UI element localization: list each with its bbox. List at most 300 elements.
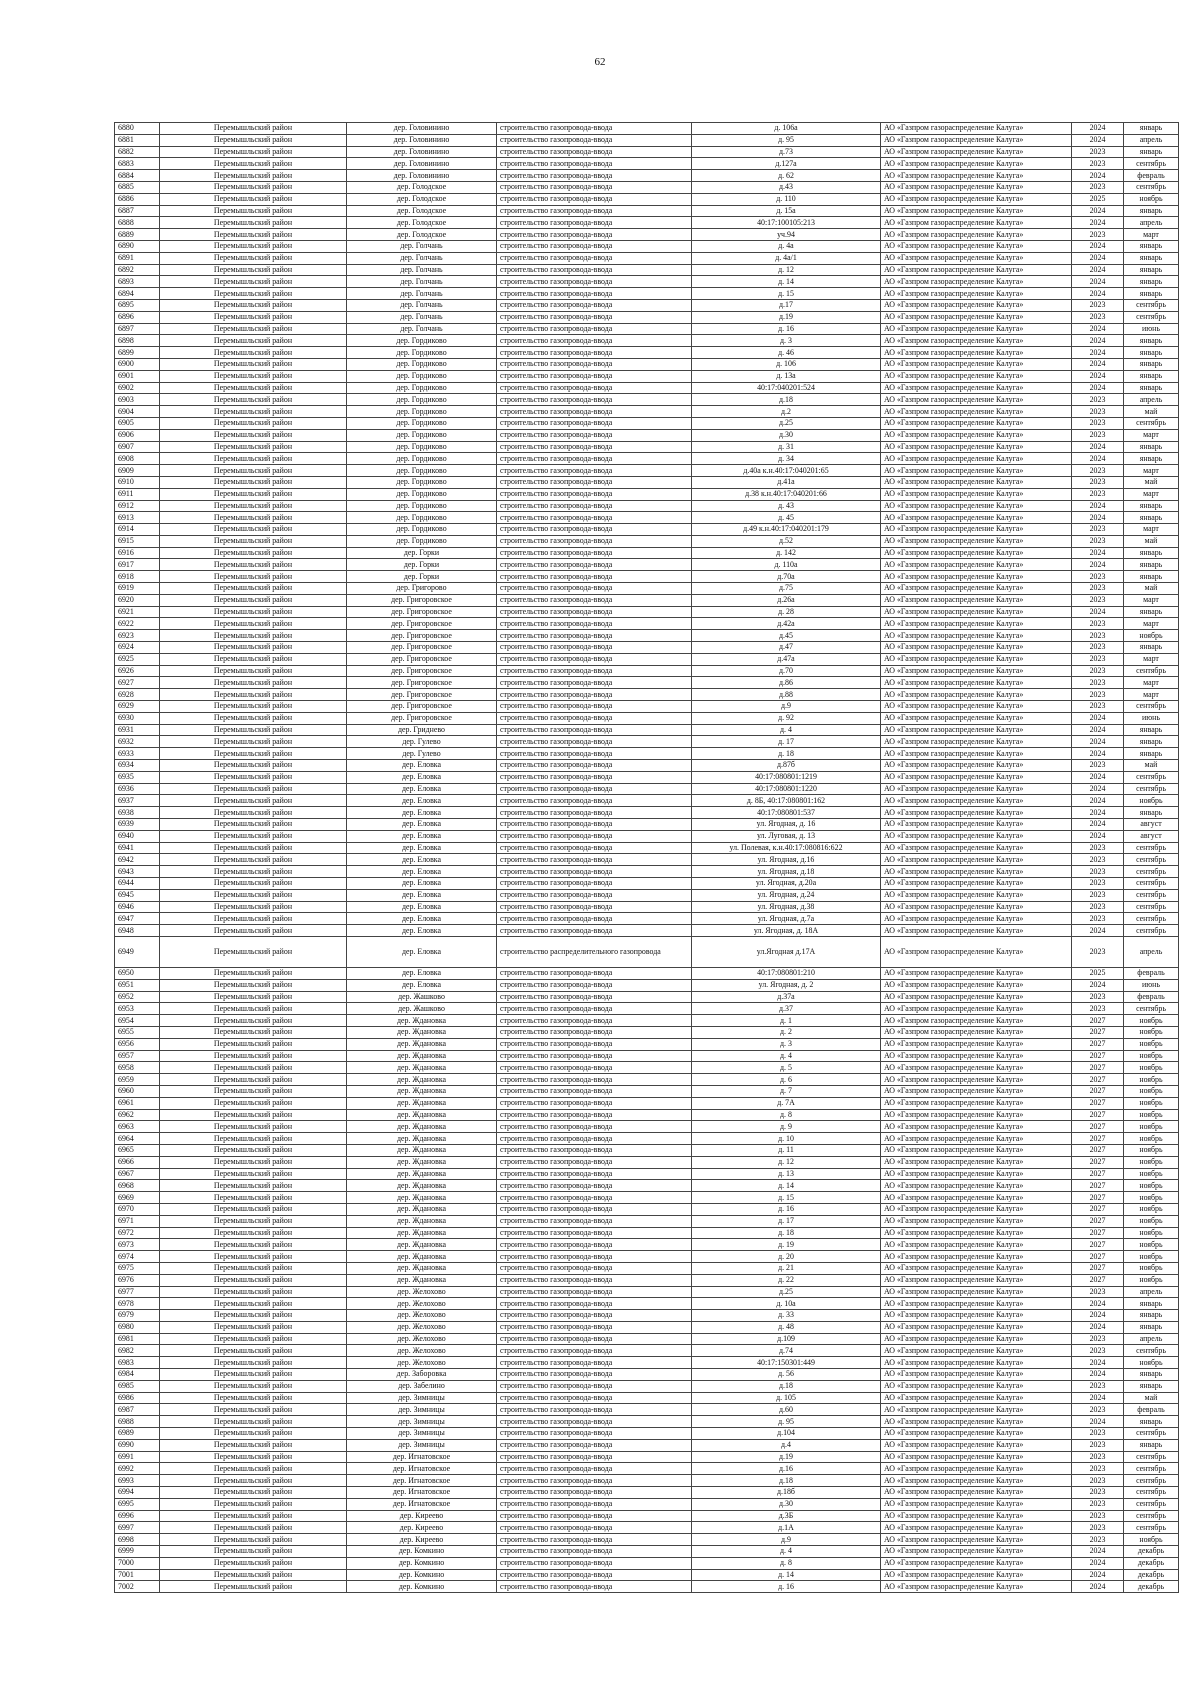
cell-address: 40:17:080801:1220 <box>692 783 881 795</box>
cell-row-number: 6946 <box>115 901 160 913</box>
cell-month: январь <box>1124 146 1179 158</box>
cell-year: 2023 <box>1072 854 1124 866</box>
cell-address: д. 10 <box>692 1133 881 1145</box>
cell-address: д. 16 <box>692 1581 881 1593</box>
table-row <box>115 1522 1179 1534</box>
table-row <box>115 724 1179 736</box>
cell-address: 40:17:150301:449 <box>692 1357 881 1369</box>
cell-year: 2027 <box>1072 1203 1124 1215</box>
cell-organization: АО «Газпром газораспределение Калуга» <box>881 1357 1072 1369</box>
cell-month: август <box>1124 819 1179 831</box>
cell-locality: дер. Григоровское <box>347 630 497 642</box>
cell-district: Перемышльский район <box>160 783 347 795</box>
cell-year: 2023 <box>1072 1498 1124 1510</box>
cell-work-type: строительство газопровода-ввода <box>497 901 692 913</box>
table-row <box>115 1121 1179 1133</box>
cell-year: 2027 <box>1072 1109 1124 1121</box>
cell-row-number: 6943 <box>115 866 160 878</box>
cell-organization: АО «Газпром газораспределение Калуга» <box>881 724 1072 736</box>
cell-year: 2024 <box>1072 736 1124 748</box>
cell-work-type: строительство газопровода-ввода <box>497 193 692 205</box>
cell-work-type: строительство газопровода-ввода <box>497 1251 692 1263</box>
cell-year: 2027 <box>1072 1156 1124 1168</box>
table-row <box>115 1439 1179 1451</box>
cell-row-number: 6882 <box>115 146 160 158</box>
cell-year: 2024 <box>1072 217 1124 229</box>
cell-address: д.40а к.н.40:17:040201:65 <box>692 465 881 477</box>
cell-month: сентябрь <box>1124 925 1179 937</box>
cell-row-number: 6913 <box>115 512 160 524</box>
table-row <box>115 1144 1179 1156</box>
cell-month: февраль <box>1124 1404 1179 1416</box>
cell-month: январь <box>1124 453 1179 465</box>
cell-work-type: строительство распределительного газопровода <box>497 936 692 967</box>
cell-locality: дер. Комкино <box>347 1546 497 1558</box>
cell-row-number: 6967 <box>115 1168 160 1180</box>
cell-row-number: 6892 <box>115 264 160 276</box>
cell-work-type: строительство газопровода-ввода <box>497 1050 692 1062</box>
cell-row-number: 6932 <box>115 736 160 748</box>
cell-locality: дер. Ждановка <box>347 1274 497 1286</box>
cell-organization: АО «Газпром газораспределение Калуга» <box>881 429 1072 441</box>
cell-year: 2027 <box>1072 1251 1124 1263</box>
cell-district: Перемышльский район <box>160 901 347 913</box>
cell-address: д. 18 <box>692 1227 881 1239</box>
cell-organization: АО «Газпром газораспределение Калуга» <box>881 158 1072 170</box>
cell-locality: дер. Григорово <box>347 583 497 595</box>
cell-district: Перемышльский район <box>160 1522 347 1534</box>
cell-year: 2023 <box>1072 842 1124 854</box>
cell-year: 2023 <box>1072 1451 1124 1463</box>
cell-month: ноябрь <box>1124 1144 1179 1156</box>
cell-district: Перемышльский район <box>160 677 347 689</box>
table-row <box>115 1168 1179 1180</box>
cell-district: Перемышльский район <box>160 979 347 991</box>
cell-year: 2027 <box>1072 1038 1124 1050</box>
cell-year: 2024 <box>1072 807 1124 819</box>
cell-work-type: строительство газопровода-ввода <box>497 1463 692 1475</box>
cell-year: 2027 <box>1072 1239 1124 1251</box>
cell-year: 2024 <box>1072 783 1124 795</box>
cell-organization: АО «Газпром газораспределение Калуга» <box>881 1310 1072 1322</box>
cell-month: ноябрь <box>1124 1215 1179 1227</box>
cell-work-type: строительство газопровода-ввода <box>497 842 692 854</box>
table-row <box>115 807 1179 819</box>
cell-year: 2024 <box>1072 724 1124 736</box>
cell-row-number: 6901 <box>115 370 160 382</box>
cell-month: сентябрь <box>1124 913 1179 925</box>
cell-address: ул. Ягодная, д.20а <box>692 878 881 890</box>
cell-address: ул. Ягодная, д. 16 <box>692 819 881 831</box>
cell-address: ул. Ягодная, д.38 <box>692 901 881 913</box>
cell-year: 2027 <box>1072 1097 1124 1109</box>
cell-district: Перемышльский район <box>160 771 347 783</box>
cell-district: Перемышльский район <box>160 276 347 288</box>
cell-locality: дер. Еловка <box>347 979 497 991</box>
table-row <box>115 123 1179 135</box>
cell-locality: дер. Голодское <box>347 217 497 229</box>
cell-month: сентябрь <box>1124 1498 1179 1510</box>
cell-locality: дер. Ждановка <box>347 1026 497 1038</box>
cell-row-number: 6945 <box>115 889 160 901</box>
cell-organization: АО «Газпром газораспределение Калуга» <box>881 630 1072 642</box>
cell-district: Перемышльский район <box>160 559 347 571</box>
cell-locality: дер. Головинино <box>347 123 497 135</box>
cell-locality: дер. Голчань <box>347 264 497 276</box>
cell-address: ул. Ягодная, д.18 <box>692 866 881 878</box>
cell-organization: АО «Газпром газораспределение Калуга» <box>881 1026 1072 1038</box>
table-row <box>115 288 1179 300</box>
table-row <box>115 842 1179 854</box>
cell-row-number: 6883 <box>115 158 160 170</box>
cell-address: д.1А <box>692 1522 881 1534</box>
cell-district: Перемышльский район <box>160 441 347 453</box>
cell-work-type: строительство газопровода-ввода <box>497 465 692 477</box>
cell-year: 2024 <box>1072 1321 1124 1333</box>
cell-row-number: 6942 <box>115 854 160 866</box>
cell-year: 2023 <box>1072 1463 1124 1475</box>
cell-organization: АО «Газпром газораспределение Калуга» <box>881 1050 1072 1062</box>
cell-address: д.17 <box>692 299 881 311</box>
cell-address: д. 43 <box>692 500 881 512</box>
table-row <box>115 1180 1179 1192</box>
cell-month: сентябрь <box>1124 181 1179 193</box>
cell-work-type: строительство газопровода-ввода <box>497 1451 692 1463</box>
cell-row-number: 6968 <box>115 1180 160 1192</box>
cell-district: Перемышльский район <box>160 311 347 323</box>
cell-row-number: 6898 <box>115 335 160 347</box>
cell-work-type: строительство газопровода-ввода <box>497 1109 692 1121</box>
cell-month: январь <box>1124 512 1179 524</box>
cell-row-number: 6953 <box>115 1003 160 1015</box>
cell-year: 2024 <box>1072 264 1124 276</box>
cell-district: Перемышльский район <box>160 524 347 536</box>
table-row <box>115 394 1179 406</box>
cell-address: д. 106а <box>692 123 881 135</box>
table-row <box>115 889 1179 901</box>
cell-locality: дер. Заборовка <box>347 1369 497 1381</box>
cell-year: 2023 <box>1072 1510 1124 1522</box>
cell-year: 2024 <box>1072 170 1124 182</box>
cell-address: 40:17:100105:213 <box>692 217 881 229</box>
cell-address: д.74 <box>692 1345 881 1357</box>
cell-district: Перемышльский район <box>160 1192 347 1204</box>
cell-work-type: строительство газопровода-ввода <box>497 724 692 736</box>
cell-address: д.75 <box>692 583 881 595</box>
cell-organization: АО «Газпром газораспределение Калуга» <box>881 1498 1072 1510</box>
cell-month: апрель <box>1124 1286 1179 1298</box>
cell-address: д.37 <box>692 1003 881 1015</box>
table-row <box>115 665 1179 677</box>
cell-work-type: строительство газопровода-ввода <box>497 1274 692 1286</box>
cell-work-type: строительство газопровода-ввода <box>497 158 692 170</box>
cell-locality: дер. Киреево <box>347 1510 497 1522</box>
cell-organization: АО «Газпром газораспределение Калуга» <box>881 394 1072 406</box>
cell-month: ноябрь <box>1124 1085 1179 1097</box>
cell-locality: дер. Григоровское <box>347 606 497 618</box>
cell-organization: АО «Газпром газораспределение Калуга» <box>881 382 1072 394</box>
cell-work-type: строительство газопровода-ввода <box>497 1097 692 1109</box>
cell-organization: АО «Газпром газораспределение Калуга» <box>881 1015 1072 1027</box>
table-row <box>115 1546 1179 1558</box>
cell-row-number: 6904 <box>115 406 160 418</box>
cell-work-type: строительство газопровода-ввода <box>497 1156 692 1168</box>
cell-organization: АО «Газпром газораспределение Калуга» <box>881 1510 1072 1522</box>
cell-year: 2024 <box>1072 1581 1124 1593</box>
cell-address: д.104 <box>692 1428 881 1440</box>
cell-work-type: строительство газопровода-ввода <box>497 677 692 689</box>
cell-district: Перемышльский район <box>160 807 347 819</box>
cell-month: ноябрь <box>1124 1262 1179 1274</box>
cell-work-type: строительство газопровода-ввода <box>497 240 692 252</box>
cell-year: 2024 <box>1072 323 1124 335</box>
cell-address: д.19 <box>692 311 881 323</box>
cell-organization: АО «Газпром газораспределение Калуга» <box>881 1192 1072 1204</box>
cell-address: д. 142 <box>692 547 881 559</box>
cell-district: Перемышльский район <box>160 1074 347 1086</box>
cell-row-number: 6995 <box>115 1498 160 1510</box>
cell-organization: АО «Газпром газораспределение Калуга» <box>881 1333 1072 1345</box>
cell-organization: АО «Газпром газораспределение Калуга» <box>881 1062 1072 1074</box>
cell-district: Перемышльский район <box>160 347 347 359</box>
table-row <box>115 240 1179 252</box>
cell-year: 2024 <box>1072 819 1124 831</box>
cell-address: д.30 <box>692 1498 881 1510</box>
table-row <box>115 406 1179 418</box>
cell-locality: дер. Ждановка <box>347 1097 497 1109</box>
cell-year: 2024 <box>1072 1569 1124 1581</box>
cell-address: 40:17:080801:1219 <box>692 771 881 783</box>
cell-work-type: строительство газопровода-ввода <box>497 665 692 677</box>
cell-year: 2027 <box>1072 1121 1124 1133</box>
table-row <box>115 1451 1179 1463</box>
cell-work-type: строительство газопровода-ввода <box>497 1298 692 1310</box>
cell-organization: АО «Газпром газораспределение Калуга» <box>881 311 1072 323</box>
table-row <box>115 429 1179 441</box>
cell-month: март <box>1124 429 1179 441</box>
cell-month: апрель <box>1124 1333 1179 1345</box>
cell-organization: АО «Газпром газораспределение Калуга» <box>881 1428 1072 1440</box>
table-row <box>115 1286 1179 1298</box>
cell-month: сентябрь <box>1124 889 1179 901</box>
cell-year: 2023 <box>1072 583 1124 595</box>
table-row <box>115 1416 1179 1428</box>
cell-row-number: 6977 <box>115 1286 160 1298</box>
cell-row-number: 6900 <box>115 358 160 370</box>
cell-work-type: строительство газопровода-ввода <box>497 1026 692 1038</box>
cell-organization: АО «Газпром газораспределение Калуга» <box>881 1286 1072 1298</box>
cell-year: 2024 <box>1072 123 1124 135</box>
cell-address: д.18 <box>692 1380 881 1392</box>
cell-month: июнь <box>1124 712 1179 724</box>
cell-district: Перемышльский район <box>160 712 347 724</box>
cell-year: 2024 <box>1072 795 1124 807</box>
cell-organization: АО «Газпром газораспределение Калуга» <box>881 1487 1072 1499</box>
cell-locality: дер. Ждановка <box>347 1168 497 1180</box>
cell-month: январь <box>1124 1369 1179 1381</box>
cell-row-number: 6906 <box>115 429 160 441</box>
cell-address: д.3Б <box>692 1510 881 1522</box>
cell-locality: дер. Гордиково <box>347 347 497 359</box>
table-row <box>115 1109 1179 1121</box>
cell-row-number: 6890 <box>115 240 160 252</box>
cell-district: Перемышльский район <box>160 1557 347 1569</box>
cell-address: д.4 <box>692 1439 881 1451</box>
cell-organization: АО «Газпром газораспределение Калуга» <box>881 406 1072 418</box>
cell-address: д. 15 <box>692 1192 881 1204</box>
cell-organization: АО «Газпром газораспределение Калуга» <box>881 123 1072 135</box>
cell-month: июнь <box>1124 979 1179 991</box>
cell-row-number: 6903 <box>115 394 160 406</box>
cell-district: Перемышльский район <box>160 1015 347 1027</box>
cell-month: март <box>1124 677 1179 689</box>
table-row <box>115 583 1179 595</box>
cell-row-number: 6954 <box>115 1015 160 1027</box>
cell-year: 2023 <box>1072 1487 1124 1499</box>
cell-row-number: 6894 <box>115 288 160 300</box>
cell-address: д. 14 <box>692 276 881 288</box>
cell-locality: дер. Ждановка <box>347 1192 497 1204</box>
cell-row-number: 6926 <box>115 665 160 677</box>
cell-locality: дер. Ждановка <box>347 1180 497 1192</box>
table-row <box>115 689 1179 701</box>
cell-district: Перемышльский район <box>160 158 347 170</box>
cell-district: Перемышльский район <box>160 170 347 182</box>
cell-organization: АО «Газпром газораспределение Калуга» <box>881 453 1072 465</box>
cell-year: 2024 <box>1072 252 1124 264</box>
cell-organization: АО «Газпром газораспределение Калуга» <box>881 1203 1072 1215</box>
cell-month: ноябрь <box>1124 1274 1179 1286</box>
cell-row-number: 6996 <box>115 1510 160 1522</box>
cell-work-type: строительство газопровода-ввода <box>497 1380 692 1392</box>
table-row <box>115 370 1179 382</box>
cell-row-number: 6895 <box>115 299 160 311</box>
cell-address: 40:17:080801:210 <box>692 967 881 979</box>
cell-row-number: 6899 <box>115 347 160 359</box>
cell-district: Перемышльский район <box>160 1203 347 1215</box>
cell-address: д. 8 <box>692 1557 881 1569</box>
cell-work-type: строительство газопровода-ввода <box>497 606 692 618</box>
cell-district: Перемышльский район <box>160 264 347 276</box>
cell-organization: АО «Газпром газораспределение Калуга» <box>881 1439 1072 1451</box>
cell-address: д. 18 <box>692 748 881 760</box>
cell-year: 2023 <box>1072 1404 1124 1416</box>
cell-month: январь <box>1124 1310 1179 1322</box>
cell-address: д.30 <box>692 429 881 441</box>
table-row <box>115 547 1179 559</box>
cell-row-number: 6902 <box>115 382 160 394</box>
cell-row-number: 6975 <box>115 1262 160 1274</box>
cell-work-type: строительство газопровода-ввода <box>497 807 692 819</box>
cell-locality: дер. Зимницы <box>347 1439 497 1451</box>
cell-year: 2023 <box>1072 406 1124 418</box>
cell-address: д.70а <box>692 571 881 583</box>
cell-locality: дер. Ждановка <box>347 1109 497 1121</box>
cell-month: сентябрь <box>1124 701 1179 713</box>
cell-address: д.127а <box>692 158 881 170</box>
table-row <box>115 488 1179 500</box>
cell-month: апрель <box>1124 936 1179 967</box>
cell-address: д. 8Б, 40:17:080801:162 <box>692 795 881 807</box>
cell-work-type: строительство газопровода-ввода <box>497 311 692 323</box>
cell-address: д. 5 <box>692 1062 881 1074</box>
cell-address: д. 4 <box>692 724 881 736</box>
cell-year: 2024 <box>1072 382 1124 394</box>
cell-address: д. 12 <box>692 264 881 276</box>
cell-row-number: 6951 <box>115 979 160 991</box>
cell-organization: АО «Газпром газораспределение Калуга» <box>881 1522 1072 1534</box>
cell-month: февраль <box>1124 967 1179 979</box>
cell-address: д. 4 <box>692 1050 881 1062</box>
cell-address: д. 1 <box>692 1015 881 1027</box>
cell-locality: дер. Зимницы <box>347 1416 497 1428</box>
cell-organization: АО «Газпром газораспределение Калуга» <box>881 205 1072 217</box>
cell-year: 2023 <box>1072 913 1124 925</box>
cell-organization: АО «Газпром газораспределение Калуга» <box>881 1534 1072 1546</box>
cell-address: уч.94 <box>692 229 881 241</box>
cell-row-number: 6911 <box>115 488 160 500</box>
cell-row-number: 6938 <box>115 807 160 819</box>
cell-locality: дер. Еловка <box>347 760 497 772</box>
cell-month: январь <box>1124 1380 1179 1392</box>
cell-organization: АО «Газпром газораспределение Калуга» <box>881 689 1072 701</box>
cell-row-number: 6940 <box>115 830 160 842</box>
cell-locality: дер. Гордиково <box>347 429 497 441</box>
cell-year: 2023 <box>1072 488 1124 500</box>
cell-address: д. 34 <box>692 453 881 465</box>
cell-locality: дер. Еловка <box>347 901 497 913</box>
cell-locality: дер. Гордиково <box>347 512 497 524</box>
cell-address: д. 17 <box>692 736 881 748</box>
cell-work-type: строительство газопровода-ввода <box>497 229 692 241</box>
cell-address: д.47 <box>692 642 881 654</box>
cell-month: декабрь <box>1124 1581 1179 1593</box>
cell-work-type: строительство газопровода-ввода <box>497 866 692 878</box>
cell-organization: АО «Газпром газораспределение Калуга» <box>881 252 1072 264</box>
cell-locality: дер. Еловка <box>347 936 497 967</box>
cell-work-type: строительство газопровода-ввода <box>497 417 692 429</box>
cell-district: Перемышльский район <box>160 1404 347 1416</box>
cell-locality: дер. Григоровское <box>347 701 497 713</box>
cell-month: декабрь <box>1124 1557 1179 1569</box>
table-row <box>115 1192 1179 1204</box>
cell-year: 2024 <box>1072 1357 1124 1369</box>
table-row <box>115 1475 1179 1487</box>
cell-work-type: строительство газопровода-ввода <box>497 1369 692 1381</box>
cell-month: ноябрь <box>1124 1062 1179 1074</box>
cell-month: ноябрь <box>1124 1015 1179 1027</box>
cell-year: 2024 <box>1072 547 1124 559</box>
cell-row-number: 6920 <box>115 594 160 606</box>
cell-locality: дер. Зимницы <box>347 1392 497 1404</box>
cell-locality: дер. Жашково <box>347 1003 497 1015</box>
table-row <box>115 1227 1179 1239</box>
cell-locality: дер. Ждановка <box>347 1251 497 1263</box>
cell-organization: АО «Газпром газораспределение Калуга» <box>881 760 1072 772</box>
table-row <box>115 229 1179 241</box>
table-row <box>115 1050 1179 1062</box>
cell-month: май <box>1124 476 1179 488</box>
cell-year: 2027 <box>1072 1144 1124 1156</box>
cell-district: Перемышльский район <box>160 465 347 477</box>
cell-locality: дер. Гордиково <box>347 500 497 512</box>
cell-organization: АО «Газпром газораспределение Калуга» <box>881 441 1072 453</box>
cell-work-type: строительство газопровода-ввода <box>497 748 692 760</box>
cell-address: д. 9 <box>692 1121 881 1133</box>
cell-locality: дер. Ждановка <box>347 1038 497 1050</box>
cell-year: 2024 <box>1072 1416 1124 1428</box>
cell-address: д. 4а <box>692 240 881 252</box>
